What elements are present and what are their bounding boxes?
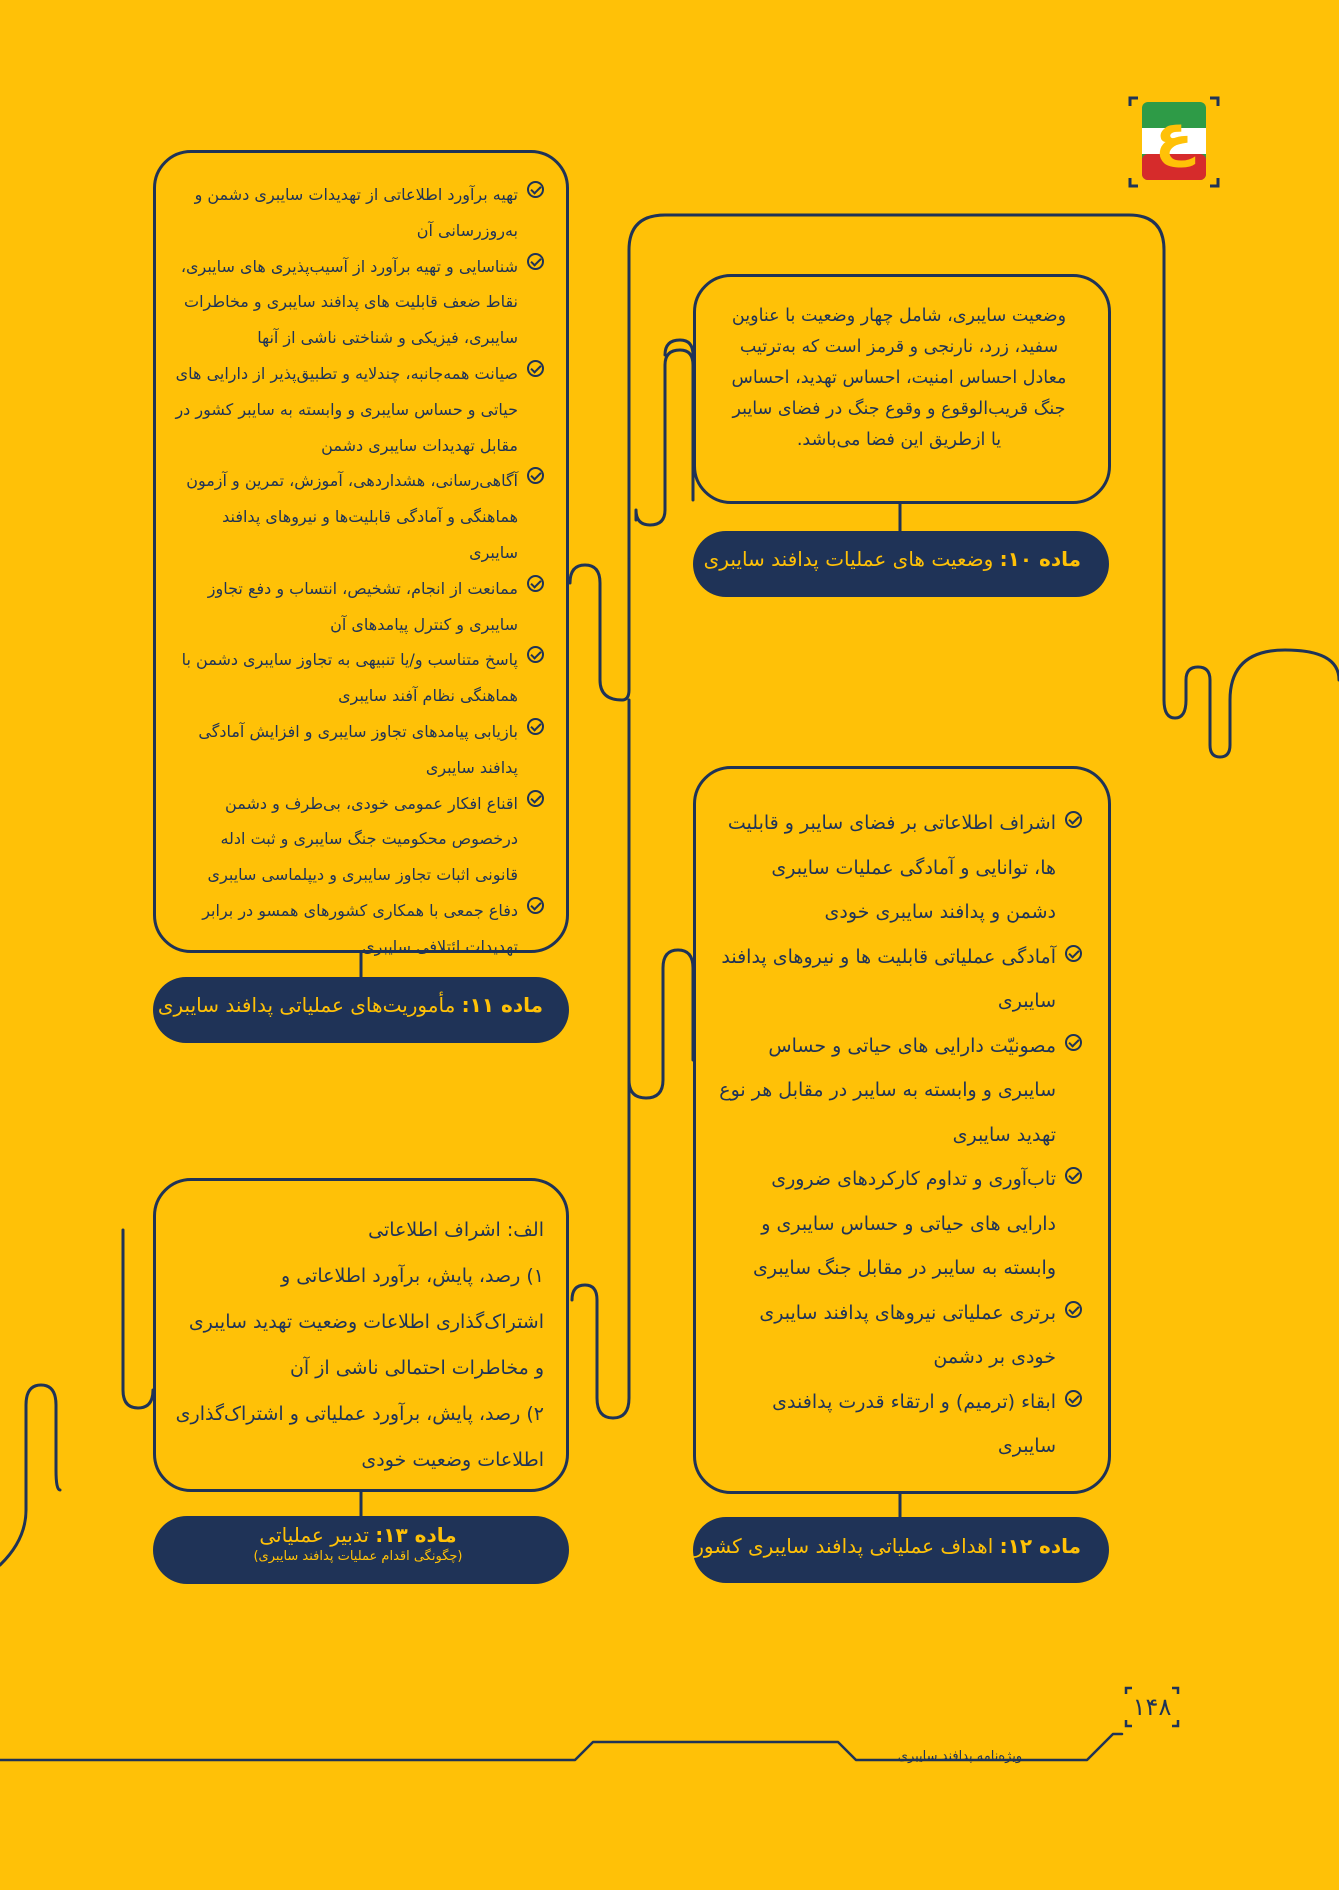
check-circle-icon [527,646,544,663]
objective-list [718,801,1082,1469]
list-item: ممانعت از انجام، تشخیص، انتساب و دفع تجاوز سایبری و کنترل پیامدهای آن [174,571,544,643]
mission-list [174,177,544,965]
box-article-11-missions [153,150,569,956]
check-circle-icon [1065,811,1082,828]
snake-right-lower [629,950,693,1098]
plan-line: ۱) رصد، پایش، برآورد اطلاعاتی و اشتراک‌گذاری اطلاعات وضعیت تهدید سایبری و مخاطرات احتمالی ناشی از آن [188,1265,544,1379]
left-decor-line-2 [123,1230,153,1408]
page-number: ۱۴۸ [1132,1693,1172,1721]
article-number: ماده ۱۰: [999,547,1081,571]
check-circle-icon [527,718,544,735]
left-decor-line [0,1385,60,1565]
box-article-10-status [693,274,1111,504]
svg-text:ع: ع [1154,103,1194,168]
pill-article-11 [153,977,569,1043]
check-circle-icon [1065,1301,1082,1318]
status-description: وضعیت سایبری، شامل چهار وضعیت با عناوین سفید، زرد، نارنجی و قرمز است که به‌ترتیب معادل احساس امنیت، احساس تهدید، احساس جنگ قریب‌الوقوع و وقوع جنگ در فضای سایبر یا ازطریق این فضا می‌باشد. [731,306,1067,450]
list-item: آگاهی‌رسانی، هشداردهی، آموزش، تمرین و آزمون هماهنگی و آمادگی قابلیت‌ها و نیروهای پدافند سایبری [174,463,544,570]
article-number: ماده ۱۳: [375,1523,457,1547]
check-circle-icon [527,467,544,484]
list-item: پاسخ متناسب و/یا تنبیهی به تجاوز سایبری دشمن با هماهنگی نظام آفند سایبری [174,642,544,714]
footer-title: ویژه‌نامه پدافند سایبری [897,1749,1023,1764]
article-number: ماده ۱۱: [461,993,543,1017]
list-item: شناسایی و تهیه برآورد از آسیب‌پذیری های سایبری، نقاط ضعف قابلیت های پدافند سایبری و مخاطرات سایبری، فیزیکی و شناختی ناشی از آنها [174,249,544,356]
snake-middle [572,700,629,1418]
snake-right-upper [636,350,693,525]
box-article-12-objectives [693,766,1111,1494]
list-item: تاب‌آوری و تداوم کارکردهای ضروری دارایی های حیاتی و حساس سایبری و وابسته به سایبر در مقابل جنگ سایبری [718,1157,1082,1291]
check-circle-icon [527,575,544,592]
list-item: مصونیّت دارایی های حیاتی و حساس سایبری و وابسته به سایبر در مقابل هر نوع تهدید سایبری [718,1024,1082,1158]
list-item: بازیابی پیامدهای تجاوز سایبری و افزایش آمادگی پدافند سایبری [174,714,544,786]
article-title: تدبیر عملیاتی [259,1523,369,1547]
list-item: برتری عملیاتی نیروهای پدافند سایبری خودی بر دشمن [718,1291,1082,1380]
article-number: ماده ۱۲: [999,1534,1081,1558]
list-item: صیانت همه‌جانبه، چندلایه و تطبیق‌پذیر از دارایی های حیاتی و حساس سایبری و وابسته به سایبر کشور در مقابل تهدیدات سایبری دشمن [174,356,544,463]
list-item: ابقاء (ترمیم) و ارتقاء قدرت پدافندی سایبری [718,1380,1082,1469]
check-circle-icon [527,790,544,807]
check-circle-icon [1065,945,1082,962]
list-item: آمادگی عملیاتی قابلیت ها و نیروهای پدافند سایبری [718,935,1082,1024]
article-title: مأموریت‌های عملیاتی پدافند سایبری [157,993,456,1017]
pill-article-10 [693,531,1109,597]
check-circle-icon [527,897,544,914]
check-circle-icon [1065,1034,1082,1051]
article-title: وضعیت های عملیات پدافند سایبری [703,547,994,571]
check-circle-icon [527,253,544,270]
section-heading: الف: اشراف اطلاعاتی [368,1219,544,1241]
page-number-frame [1124,1686,1180,1728]
article-title: اهداف عملیاتی پدافند سایبری کشور [694,1534,994,1558]
flag-letter-ain-logo [1124,92,1224,192]
list-item: دفاع جمعی با همکاری کشورهای همسو در برابر تهدیدات ائتلافی سایبری [174,893,544,965]
plan-line: ۲) رصد، پایش، برآورد عملیاتی و اشتراک‌گذاری اطلاعات وضعیت خودی [175,1403,544,1471]
pill-article-12 [693,1517,1109,1583]
check-circle-icon [1065,1390,1082,1407]
check-circle-icon [527,360,544,377]
list-item: اقناع افکار عمومی خودی، بی‌طرف و دشمن درخصوص محکومیت جنگ سایبری و ثبت ادله قانونی اثبات تجاوز سایبری و دیپلماسی سایبری [174,786,544,893]
pill-article-13 [153,1516,569,1584]
check-circle-icon [1065,1167,1082,1184]
list-item: تهیه برآورد اطلاعاتی از تهدیدات سایبری دشمن و به‌روزرسانی آن [174,177,544,249]
article-subtitle: (چگونگی اقدام عملیات پدافند سایبری) [253,1549,463,1564]
box-article-13-plan [153,1178,569,1492]
snake-line-center [570,560,629,700]
check-circle-icon [527,181,544,198]
list-item: اشراف اطلاعاتی بر فضای سایبر و قابلیت ها، توانایی و آمادگی عملیات سایبری دشمن و پدافند سایبری خودی [718,801,1082,935]
